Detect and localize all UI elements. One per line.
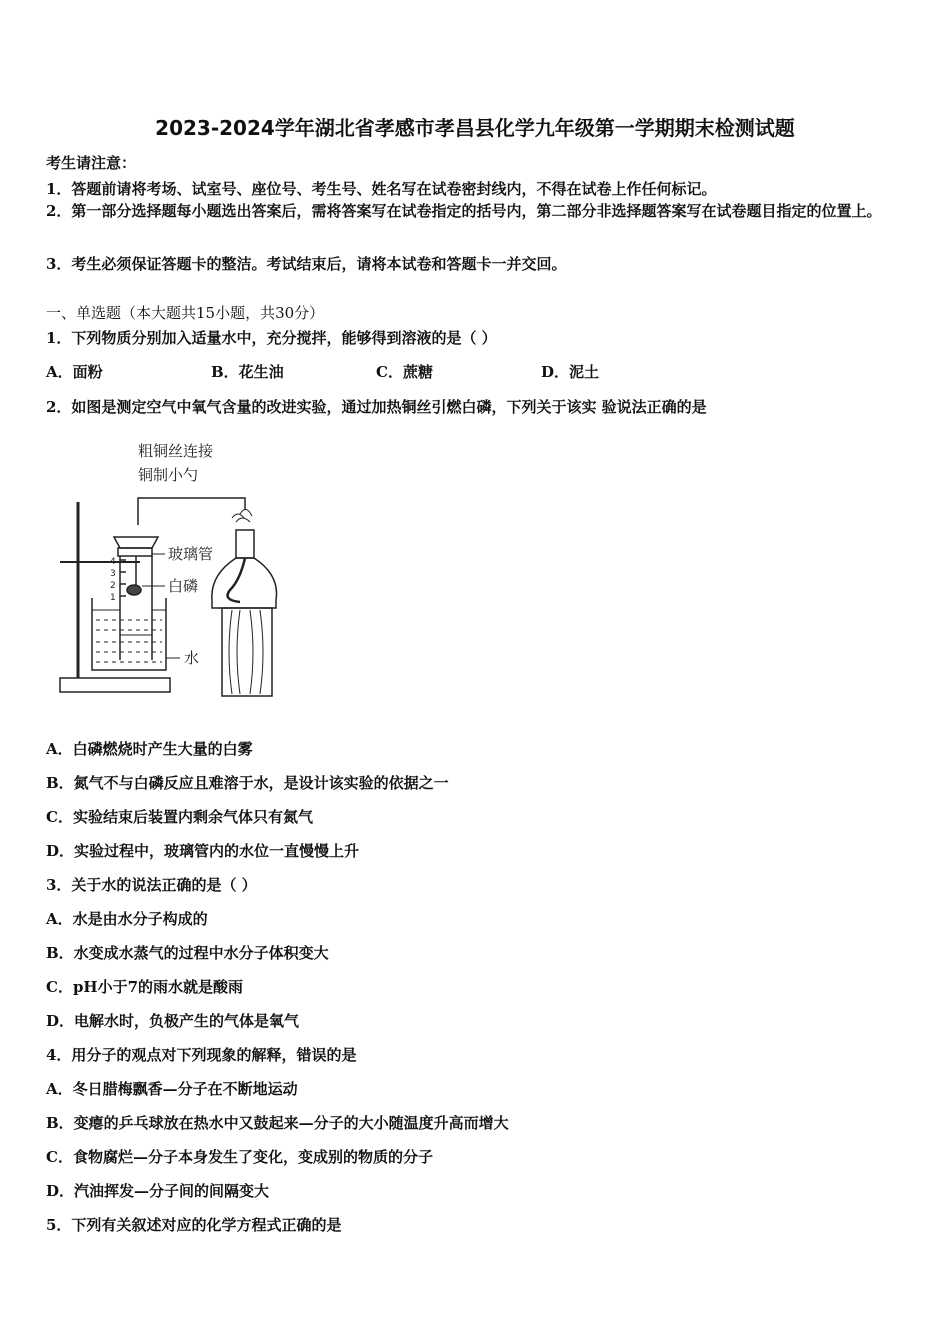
q3-stem: 3．关于水的说法正确的是（ ） (46, 876, 257, 894)
q2-stem: 2．如图是测定空气中氧气含量的改进实验，通过加热铜丝引燃白磷，下列关于该实 验说法正确的是 (46, 398, 707, 416)
q4-stem: 4．用分子的观点对下列现象的解释，错误的是 (46, 1046, 357, 1064)
q3-option-b: B．水变成水蒸气的过程中水分子体积变大 (46, 944, 329, 962)
q4-option-c: C．食物腐烂—分子本身发生了变化，变成别的物质的分子 (46, 1148, 433, 1166)
notice-heading: 考生请注意： (46, 154, 137, 172)
exam-title: 2023-2024学年湖北省孝感市孝昌县化学九年级第一学期期末检测试题 (155, 116, 795, 140)
q4-option-d: D．汽油挥发—分子间的间隔变大 (46, 1182, 270, 1200)
figure-label-phosphorus: 白磷 (168, 577, 199, 595)
q1-option-b: B．花生油 (211, 363, 284, 381)
tick-label-4: 4 (110, 557, 116, 567)
q3-option-a: A．水是由水分子构成的 (46, 910, 208, 928)
figure-label-copper-spoon: 铜制小勺 (138, 466, 199, 484)
stopper-neck (118, 548, 152, 556)
wood-grain (229, 610, 263, 694)
lamp-wick (228, 558, 245, 602)
stand-base (60, 678, 170, 692)
lamp-flame (232, 509, 252, 522)
lamp-wick-holder (236, 530, 254, 558)
copper-wire (138, 498, 245, 525)
white-phosphorus (127, 585, 141, 595)
figure-label-copper-wire: 粗铜丝连接 (138, 442, 214, 460)
q1-options (46, 361, 706, 382)
q2-option-a: A．白磷燃烧时产生大量的白雾 (46, 740, 253, 758)
figure-label-water: 水 (184, 649, 200, 667)
q5-stem: 5．下列有关叙述对应的化学方程式正确的是 (46, 1216, 342, 1234)
q1-option-a: A．面粉 (46, 363, 103, 381)
q2-option-b: B．氮气不与白磷反应且难溶于水，是设计该实验的依据之一 (46, 774, 449, 792)
notice-item-1: 1．答题前请将考场、试室号、座位号、考生号、姓名写在试卷密封线内，不得在试卷上作任何标记。 (46, 180, 717, 198)
q3-option-c: C．pH小于7的雨水就是酸雨 (46, 978, 244, 996)
q2-option-c: C．实验结束后装置内剩余气体只有氮气 (46, 808, 313, 826)
stopper (114, 537, 158, 548)
tick-label-3: 3 (110, 569, 116, 579)
notice-item-2: 2．第一部分选择题每小题选出答案后，需将答案写在试卷指定的括号内，第二部分非选择题答案写在试卷题目指定的位置上。 (46, 202, 882, 220)
q1-stem: 1．下列物质分别加入适量水中，充分搅拌，能够得到溶液的是（ ） (46, 329, 497, 347)
q3-option-d: D．电解水时，负极产生的气体是氧气 (46, 1012, 300, 1030)
experiment-figure (40, 430, 300, 705)
beaker (92, 598, 166, 670)
notice-item-3: 3．考生必须保证答题卡的整洁。考试结束后，请将本试卷和答题卡一并交回。 (46, 255, 567, 273)
section-heading: 一、单选题（本大题共15小题，共30分） (46, 304, 325, 322)
q4-option-a: A．冬日腊梅飘香—分子在不断地运动 (46, 1080, 298, 1098)
figure-label-tube: 玻璃管 (168, 545, 214, 563)
q2-option-d: D．实验过程中，玻璃管内的水位一直慢慢上升 (46, 842, 360, 860)
q4-option-b: B．变瘪的乒乓球放在热水中又鼓起来—分子的大小随温度升高而增大 (46, 1114, 509, 1132)
tick-label-1: 1 (110, 593, 116, 603)
tick-label-2: 2 (110, 581, 116, 591)
q1-option-c: C．蔗糖 (376, 363, 433, 381)
q1-option-d: D．泥土 (541, 363, 600, 381)
